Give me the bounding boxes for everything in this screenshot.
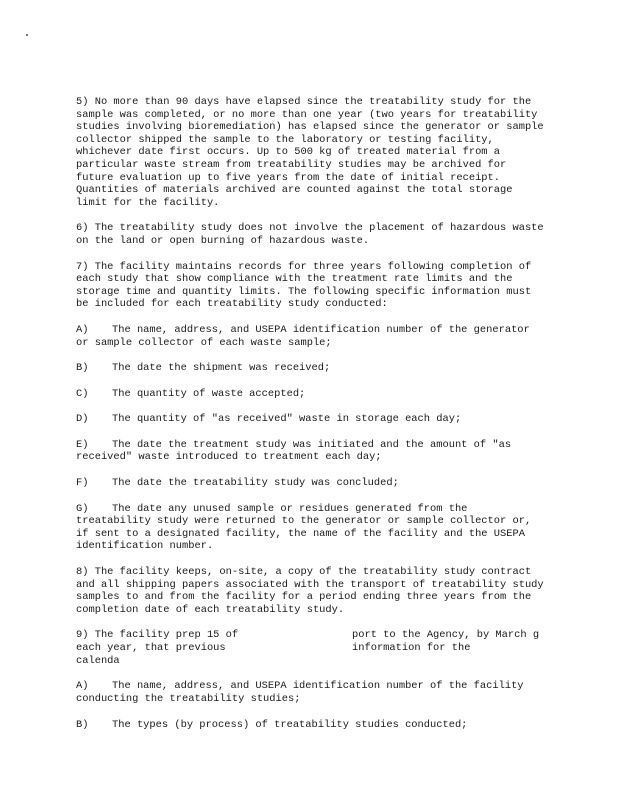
item-text: The date the shipment was received; [112, 362, 331, 375]
list-item [76, 680, 544, 705]
paragraph-7: 7) The facility maintains records for three years following completion of each study that show compliance with the treatment rate limits and the storage time and quantity limits. The following specific information must be included for each treatability study conducted: [76, 260, 532, 311]
item-text: The quantity of "as received" waste in storage each day; [112, 413, 462, 426]
item-text: The name, address, and USEPA identification number of the facility conducting the treatability studies; [76, 680, 524, 705]
item-label: D) [76, 413, 89, 426]
paragraph-5: 5) No more than 90 days have elapsed since the treatability study for the sample was completed, or no more than one year (two years for treatability studies involving bioremediation) has elapsed since the generator or sample collector shipped the sample to the laboratory or testing facility, whichever date first occurs. Up to 500 kg of treated material from a particular waste stream from treatability studies may be archived for future evaluation up to five years from the date of initial receipt. Quantities of materials archived are counted against the total storage limit for the facility. [76, 96, 544, 209]
item-label: B) [76, 718, 89, 731]
paragraph-6: 6) The treatability study does not involve the placement of hazardous waste on the land or open burning of hazardous waste. [76, 222, 544, 247]
item-label: E) [76, 438, 89, 451]
item-text: The date the treatability study was concluded; [112, 477, 399, 490]
item-text: The date the treatment study was initiated and the amount of "as received" waste introduced to treatment each day; [76, 438, 512, 464]
item-label: C) [76, 387, 89, 400]
list-item [76, 439, 544, 464]
list-9 [76, 680, 544, 731]
item-text: The name, address, and USEPA identification number of the generator or sample collector of each waste sample; [76, 323, 530, 349]
paragraph-9-right-fragment: port to the Agency, by March g information for the [352, 629, 540, 654]
item-label: B) [76, 362, 89, 375]
item-text: The types (by process) of treatability studies conducted; [112, 718, 468, 731]
list-item [76, 388, 544, 401]
list-item [76, 362, 544, 375]
item-label: A) [76, 680, 89, 693]
item-label: F) [76, 477, 89, 490]
scan-speck [26, 34, 28, 36]
paragraph-9-left-fragment: 9) The facility prep 15 of each year, that previous calenda [76, 629, 239, 667]
list-item [76, 719, 544, 732]
paragraph-8: 8) The facility keeps, on-site, a copy of the treatability study contract and all shipping papers associated with the transport of treatability study samples to and from the facility for a period ending three years from the completion date of each treatability study. [76, 566, 544, 616]
document-body [76, 96, 544, 744]
list-7 [76, 324, 544, 553]
list-item [76, 324, 544, 349]
item-label: A) [76, 323, 89, 336]
list-item [76, 503, 544, 553]
paragraph-9 [76, 629, 544, 667]
list-item [76, 477, 544, 490]
item-label: G) [76, 502, 89, 515]
item-text: The date any unused sample or residues generated from the treatability study were returned to the generator or sample collector or, if sent to a designated facility, the name of the facility and the USEPA identification number. [76, 502, 532, 553]
item-text: The quantity of waste accepted; [112, 387, 306, 400]
list-item [76, 413, 544, 426]
